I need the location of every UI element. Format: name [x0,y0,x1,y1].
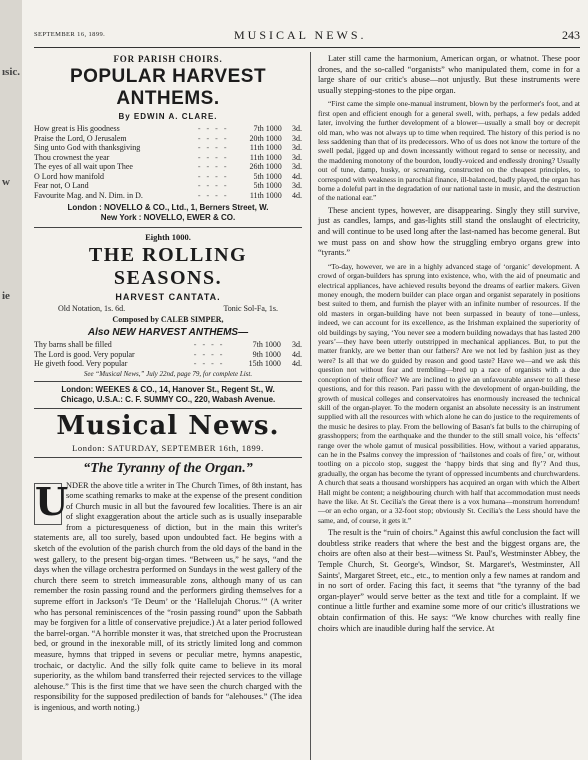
advert-title: THE ROLLING SEASONS. [88,244,248,289]
leader-dots: - - - - [197,152,229,162]
anthem-thousand: 11th 1000 [249,190,282,200]
advert-kicker: FOR PARISH CHOIRS. [113,54,223,64]
leader-dots: - - - - [193,340,225,349]
anthem-thousand: 5th 1000 [253,171,282,181]
leader-dots: - - - - [197,181,229,190]
anthem-row [34,350,302,360]
anthem-thousand: 5th 1000 [253,181,282,190]
anthem-title: Thy barns shall be filled [34,340,112,349]
anthem-price: 4d. [292,171,302,181]
anthem-row [34,162,302,172]
new-anthems-heading: Also NEW HARVEST ANTHEMS— [87,327,249,338]
anthem-price: 3d. [292,143,302,152]
anthem-thousand: 15th 1000 [248,359,281,368]
article-heading: “The Tyranny of the Organ.” [83,460,253,476]
anthem-title: How great is His goodness [34,124,120,133]
new-anthem-list [34,340,302,369]
header-title: MUSICAL NEWS. [234,28,367,42]
advert-byline: By EDWIN A. CLARE. [118,112,218,121]
drop-cap: U [35,478,69,524]
anthem-price: 4d. [292,349,302,359]
article-paragraph: NDER the above title a writer in The Church Times, of 8th instant, has some scathing remarks to make at the expense of the present condition of Church music in all but the favoured few localities. There is an air of slight exaggeration about the article such as is usually inseparable from a picturesqueness of diction, but in the main this writer's statements are, all too surely, based upon undoubted fact. He begins with a sketch of the evolution of the parish church from the old days of the band in the west gallery, to the present big-organ times. “Between us,” he says, “and the days when the village orchestra performed on Sundays in the west gallery of the church there seem to stretch immeasurable zons, although many of us can remember the rosin passing round and the performers girding themselves for a supreme effort in Jackson's ‘Te Deum’ or the ‘Hallelujah Chorus.’” (A writer who has personal reminiscences of the “rosin passing round” upon the Sabbath may be forgiven for a little of conservative prejudice.) At a later period followed the barrel-organ. “A horrible monster it was, that stretched upon the Procrustean bed, or ground in the inexorable mill, of its strictly limited long and common measure, hymns that tripped in sevens or peculiar metre, hymns anapestic, trochaic, or dactylic. And the silly folk quite came to believe in its moral superiority, as the whilom band transferred their rejected services to the village alehouse.” This is the first time that we have seen the church charged with the responsibility for the supposed predilection of bands for “alehouses.” (The idea is ingenious, and worth noting.) [34,480,302,712]
leader-dots: - - - - [197,190,229,200]
anthem-title: Sing unto God with thanksgiving [34,143,141,152]
anthem-price: 3d. [292,133,302,143]
article-quote: “To-day, however, we are in a highly advanced stage of ‘organic’ development. A crowd of organ-builders has sprung into existence, who, with the aid of pneumatic and electrical appliances, have achieved results beyond the dreams of earlier makers. Given money enough, the modern builder can place organ and organist separately in positions best suited to them, and furnish the player with an infinite number of resources. If the old masters in organ-building have not been surpassed in beauty of tone—unless, indeed, we can account for its excellence, as the Irishman explained the superiority of old buildings by saying, ‘You never see a modern building nowadays that has lasted 200 years’—they have been utterly outstripped in mechanical appliances. But, to put the matter frankly, are we better than our fathers? Are we not led by fashion just as they were? Is all that we do guided by reason and good taste? Have we—and we ask this question not without fear and trembling—bred up a race of organists with a due conception of their office? We are inclined to give an unfavourable answer to all these questions, and for this reason. Pari passu with the development of organ-building, the growth of musical colleges and conservatoires has enormously increased the technical skill of the organ-player. To the modern organist an absolute necessity is an instrument supplied with all the resources with which alone he can do justice to the requirements of the music he desires to play. From the bellowing of Basan's fat bulls to the chirruping of grasshoppers; from the earthquake and the thunder to the still small voice, his ‘effects’ range over the whole gamut of musical possibilities. How, without a varied apparatus, can he in the Psalms convey the impression of ‘hailstones and coals of fire,’ or, without tootling on a piccolo stop, suggest the ‘happy birds that sing and fly’? And thus, gradually, the organ has become the tyrant of oppressed incumbents and churchwardens. A church that seats a thousand worshippers has acquired an organ with which the Albert Hall might be content; a neighbouring church with half that accommodation must needs have the like. At St. Cecilia's the Great there is a vox humana—monstrum horrendum!—or an echo organ, or a 32-foot stop; obviously St. Cecilia's the Less should have the same, and, of course, it gets it.” [318,261,580,525]
anthem-row [34,359,302,369]
see-note: See “Musical News,” July 22nd, page 79, for complete List. [83,369,253,378]
anthem-list [34,124,302,200]
masthead-title: Musical News. [56,410,280,441]
article-paragraph: The result is the “ruin of choirs.” Against this awful conclusion the fact will doubtless strike readers that where the best and the biggest organs are, the choirs are often also at their best—witness St. Paul's, Westminster Abbey, the Temple Church, St. George's, Windsor, St. Margaret's, Westminster, All Saints', Margaret Street, etc., etc., to mention only a few names at random and in no sort of order. Facing this fact, it seems that “the tyranny of the bad organ-player” would serve better as the text and title for a complaint. If we continue a little further and examine some more of our critic's illustrations we obtain confirmation of this. He says: “We know churches with really fine choirs which are inaudible during half the service. At [318,528,580,633]
anthem-thousand: 26th 1000 [249,162,282,171]
anthem-title: The eyes of all wait upon Thee [34,162,133,171]
composer-line: Composed by CALEB SIMPER, [112,315,224,324]
gutter-fragment: ısic. [2,66,21,78]
anthem-price: 3d. [292,152,302,162]
sol-fa-price: Tonic Sol-Fa, 1s. [223,304,278,313]
anthem-title: O Lord how manifold [34,171,104,181]
anthem-thousand: 9th 1000 [252,349,281,359]
anthem-title: Praise the Lord, O Jerusalem [34,133,127,143]
article-quote: “First came the simple one-manual instrument, blown by the performer's foot, and at first open and efficient enough for a general swell, with, perhaps, a few pedals added later, involving the further development of a blower—usually a small boy or decrepit old man, who was not always up to time when required. The history of this period is no less saddening than that of its predecessors. Who of us does not know the torture of the swell pedal, jigged up and down incessantly without regard to sense or necessity, and the maddening monotony of the bourdon, loudly-voiced and endlessly droning? Usually out of tune, damp, husky, or screaming, constructed on the cheapest principles, to correspond with weakness in parochial finance, ill-balanced, badly played, the organ has borne a doleful part in the degradation of our national taste in music, and the destruction of the national ear.” [318,99,580,203]
anthem-price: 3d. [292,124,302,133]
leader-dots: - - - - [197,124,229,133]
anthem-title: Fear not, O Land [34,181,89,190]
anthem-price: 4d. [292,190,302,200]
advert-title: POPULAR HARVEST ANTHEMS. [69,66,267,109]
page-gutter [0,0,22,760]
anthem-row [34,172,302,182]
article-paragraph: These ancient types, however, are disappearing. Singly they still survive, just as candles, lamps, and gas-lights still stand the onslaught of electricity, and will continue to be used long after the last-named has become general. But we must pass on and show how the struggling embryo organs grew into “tyrants.” [318,205,580,258]
anthem-row [34,124,302,134]
anthem-row [34,340,302,350]
publisher-line: Chicago, U.S.A.: C. F. SUMMY CO., 220, Wabash Avenue. [60,394,276,404]
leader-dots: - - - - [197,133,229,143]
header-rule [34,47,580,48]
anthem-thousand: 7th 1000 [253,124,282,133]
article-body-left [34,478,302,714]
advert-edition: Eighth 1000. [145,232,191,242]
leader-dots: - - - - [197,162,229,171]
header-date: SEPTEMBER 16, 1899. [34,31,106,38]
anthem-price: 3d. [292,162,302,171]
anthem-row [34,191,302,201]
page-number: 243 [562,28,580,42]
anthem-row [34,134,302,144]
gutter-fragment: w [2,176,10,188]
left-column [34,54,302,714]
divider [34,457,302,458]
newspaper-page [26,0,586,760]
gutter-fragment: ie [2,290,10,302]
advert-subtitle: HARVEST CANTATA. [115,292,221,302]
anthem-thousand: 11th 1000 [249,143,282,152]
anthem-row [34,153,302,163]
notation-prices [34,304,302,315]
anthem-row [34,143,302,153]
anthem-title: Thou crownest the year [34,152,110,162]
publisher-line: London : NOVELLO & CO., Ltd., 1, Berners Street, W. [67,203,269,212]
column-separator [310,52,311,760]
publisher-line: New York : NOVELLO, EWER & CO. [100,213,236,222]
anthem-title: Favourite Mag. and N. Dim. in D. [34,190,143,200]
leader-dots: - - - - [193,349,225,359]
article-paragraph: Later still came the harmonium, American organ, or whatnot. These poor drones, and the so-called “organists” who manipulated them, come in for a large share of our critic's abuse—not unjustly. But these instruments were usually stepping-stones to the pipe organ. [318,54,580,95]
anthem-price: 3d. [292,181,302,190]
running-header [34,28,580,44]
anthem-row [34,181,302,191]
anthem-title: He giveth food. Very popular [34,359,128,368]
anthem-price: 4d. [292,359,302,368]
publisher-line: London: WEEKES & CO., 14, Hanover St., Regent St., W. [61,384,275,394]
leader-dots: - - - - [193,359,225,368]
anthem-price: 3d. [292,340,302,349]
advert-harvest-anthems [34,54,302,223]
divider [34,381,302,382]
anthem-thousand: 11th 1000 [249,152,282,162]
right-column [318,54,580,637]
old-notation-price: Old Notation, 1s. 6d. [58,304,126,313]
leader-dots: - - - - [197,143,229,152]
divider [34,408,302,409]
anthem-title: The Lord is good. Very popular [34,349,135,359]
anthem-thousand: 20th 1000 [249,133,282,143]
anthem-thousand: 7th 1000 [252,340,281,349]
leader-dots: - - - - [197,171,229,181]
masthead-dateline: London: SATURDAY, SEPTEMBER 16th, 1899. [72,442,264,453]
divider [34,227,302,228]
advert-rolling-seasons [34,232,302,405]
